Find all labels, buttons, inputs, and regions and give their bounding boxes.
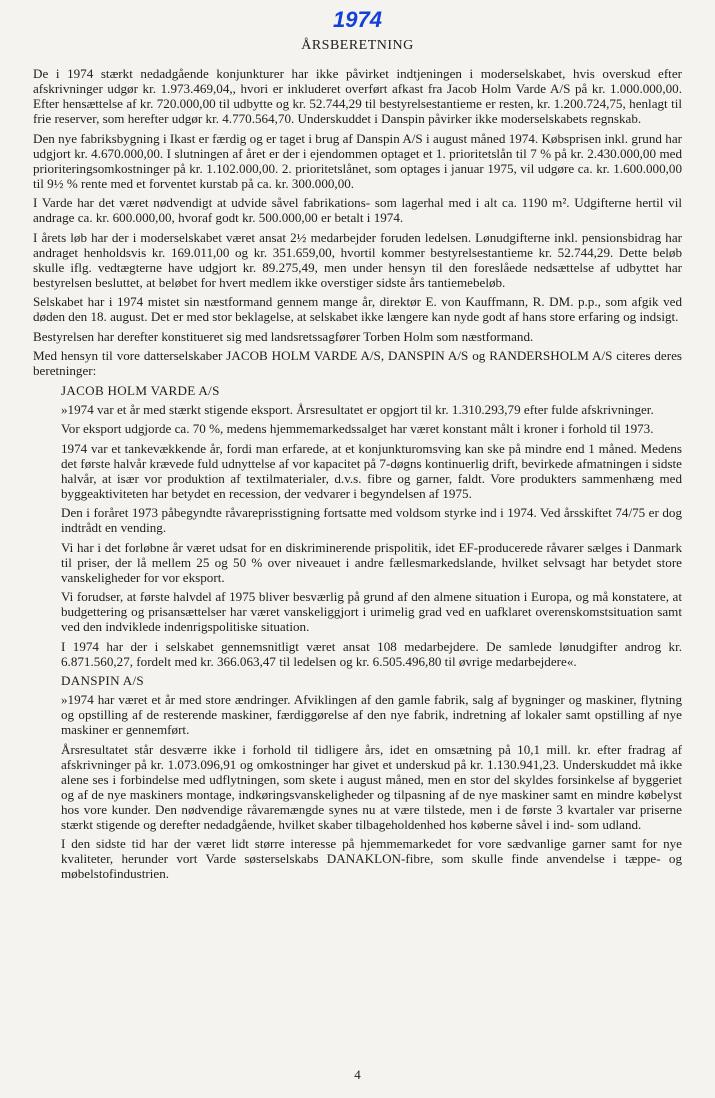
section-heading: DANSPIN A/S (61, 673, 144, 688)
page-title: ÅRSBERETNING (301, 38, 414, 53)
section-paragraph: Årsresultatet står desværre ikke i forhold til tidligere års, idet en omsætning på 10,1 mill. kr. efter fradrag af afskrivninger på kr. 1.073.096,91 og omkostninger har givet et underskud på kr. 1.130.941,23. Underskuddet må ikke alene ses i forbindelse med udflytningen, som skete i august måned, men en stor del skyldes forsinkelse af byggeriet og af de nye maskiners montage, indkøringsvanskeligheder og tilpasning af de nye maskiner samt en mindre købelyst hos vore kunder. Den nødvendige råvaremængde synes nu at være tilstede, men i de første 3 kvartaler var priserne stærkt stigende og derefter nedadgående, hvilket skaber tilbageholdenhed hos køberne såvel i ind- som udland. (61, 741, 682, 832)
section-heading: JACOB HOLM VARDE A/S (61, 382, 220, 398)
section-paragraph: »1974 har været et år med store ændringer. Afviklingen af den gamle fabrik, salg af bygninger og maskiner, flytning og opstilling af de resterende maskiner, færdiggørelse af den nye fabrik, indretning af lokaler samt opstilling af nye maskiner er gennemført. (61, 692, 682, 737)
jacob-holm-section (61, 383, 682, 669)
section-paragraph: Vi har i det forløbne år været udsat for en diskriminerende prispolitik, idet EF-producerede råvarer sælges i Danmark til priser, der lå mellem 25 og 50 % over niveauet i andre fællesmarkedslande, hvilket selvsagt har betydet store vanskeligheder for vor eksport. (61, 539, 682, 585)
intro-paragraph: I Varde har det været nødvendigt at udvide såvel fabrikations- som lagerhal med i alt ca. 1190 m². Udgifterne hertil vil andrage ca. kr. 600.000,00, hvoraf godt kr. 500.000,00 er betalt i 1974. (33, 195, 682, 225)
page-number: 4 (354, 1067, 361, 1082)
intro-paragraph: Med hensyn til vore datterselskaber JACOB HOLM VARDE A/S, DANSPIN A/S og RANDERSHOLM A/S citeres deres beretninger: (33, 348, 682, 378)
intro-paragraph: Bestyrelsen har derefter konstitueret sig med landsretssagfører Torben Holm som næstformand. (33, 328, 534, 344)
intro-paragraph: Selskabet har i 1974 mistet sin næstformand gennem mange år, direktør E. von Kauffmann, R. DM. p.p., som afgik ved døden den 18. august. Det er med stor beklagelse, at selskabet ikke længere kan nyde godt af hans store erfaring og indsigt. (33, 294, 682, 324)
section-paragraph: 1974 var et tankevækkende år, fordi man erfarede, at et konjunkturomsving kan ske på mindre end 1 måned. Medens det første halvår krævede fuld udnyttelse af vor kapacitet på 7-døgns kontinuerlig drift, bevirkede afmatningen i sidste halvår, at især vor produktion af textilmaterialer, d.v.s. fibre og garner, faldt. Vore produkters sammenhæng med byggeaktiviteten har betydet en recession, der vedvarer i begyndelsen af 1975. (61, 440, 682, 501)
intro-paragraph: De i 1974 stærkt nedadgående konjunkturer har ikke påvirket indtjeningen i moderselskabet, hvis overskud efter afskrivninger udgør kr. 1.973.469,04,, hvori er inkluderet overført afkast fra Jacob Holm Varde A/S på kr. 1.000.000,00. Efter hensættelse af kr. 720.000,00 til udbytte og kr. 52.744,29 til bestyrelsestantieme er resten, kr. 1.200.724,75, henlagt til frie reserver, som herefter udgør kr. 4.770.564,70. Underskuddet i Danspin påvirker ikke moderselskabets regnskab. (33, 66, 682, 126)
section-paragraph: I den sidste tid har der været lidt større interesse på hjemmemarkedet for vore sædvanlige garner samt for nye kvaliteter, herunder vort Varde søsterselskabs DANAKLON-fibre, som skulle finde anvendelse i tæppe- og møbelstofindustrien. (61, 836, 682, 881)
intro-section (33, 66, 682, 378)
section-paragraph: Vor eksport udgjorde ca. 70 %, medens hjemmemarkedssalget har været konstant målt i kroner i forhold til 1973. (61, 421, 654, 436)
section-paragraph: Vi forudser, at første halvdel af 1975 bliver besværlig på grund af den almene situation i Europa, og må konstatere, at budgettering og prisansættelser har været vanskeliggjort i urimelig grad ved en uafklaret overenskomstsituation samt ved den indviklede indenrigspolitiske situation. (61, 589, 682, 634)
year-heading: 1974 (333, 7, 382, 32)
section-paragraph: I 1974 har der i selskabet gennemsnitligt været ansat 108 medarbejdere. De samlede lønudgifter androg kr. 6.871.560,27, fordelt med kr. 366.063,47 til ledelsen og kr. 6.505.496,80 til øvrige medarbejdere«. (61, 638, 682, 669)
danspin-section (61, 673, 682, 881)
intro-paragraph: Den nye fabriksbygning i Ikast er færdig og er taget i brug af Danspin A/S i august måned 1974. Købsprisen inkl. grund har udgjort kr. 4.670.000,00. I slutningen af året er der i ejendommen optaget et 1. prioritetslån til 7 % på kr. 2.430.000,00 med prioriteringsomkostninger på kr. 1.102.000,00. 2. prioritetslånet, som optages i januar 1975, vil udgøre ca. kr. 1.600.000,00 til 9½ % rente med et forventet kurstab på ca. kr. 300.000,00. (33, 130, 682, 191)
intro-paragraph: I årets løb har der i moderselskabet været ansat 2½ medarbejder foruden ledelsen. Lønudgifterne inkl. pensionsbidrag har andraget henholdsvis kr. 169.011,00 og kr. 351.659,00, hvortil kommer bestyrelsestantieme kr. 52.744,29. Dette beløb skulle iflg. vedtægterne have udgjort kr. 89.275,49, men under hensyn til den foreslåede nedsættelse af udbyttet har bestyrelsen besluttet, at beløbet for hvert medlem ikke overstiger sidste års tantiemebeløb. (33, 229, 682, 290)
section-paragraph: Den i foråret 1973 påbegyndte råvareprisstigning fortsatte med voldsom styrke ind i 1974. Ved årsskiftet 74/75 er dog indtrådt en vending. (61, 505, 682, 535)
section-paragraph: »1974 var et år med stærkt stigende eksport. Årsresultatet er opgjort til kr. 1.310.293,79 efter fulde afskrivninger. (61, 401, 654, 417)
